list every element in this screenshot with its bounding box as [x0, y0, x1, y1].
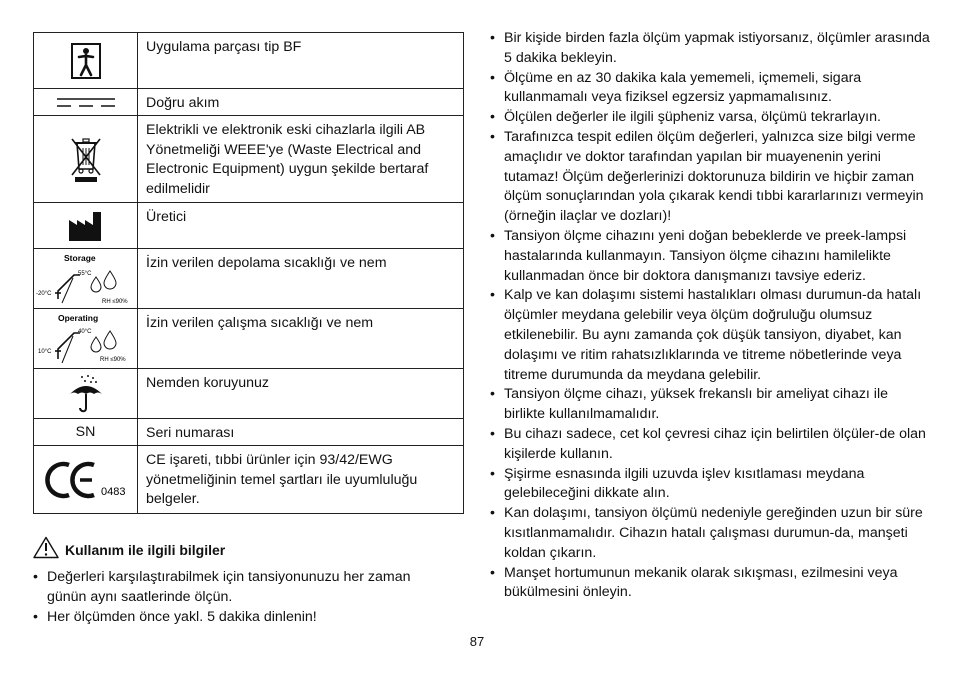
page-number: 87	[469, 634, 485, 649]
symbol-description: Üretici	[138, 203, 464, 249]
symbol-cell	[34, 446, 138, 514]
operating-label: Operating	[57, 312, 98, 323]
list-item: • Kalp ve kan dolaşımı sistemi hastalıkları olması durumun-da hatalı ölçümler meydana gelebilir veya ölçüm doğruluğu olumsuz etkilenebilir. Bu aynı zamanda çok düşük tansiyon, diyabet, kan dolaşımı ve ritim rahatsızlıklarında ve titreme nöbetlerinde veya titreme durumunda da meydana gelebilir.	[490, 286, 930, 385]
list-item: • Tarafınızca tespit edilen ölçüm değerleri, yalnızca size bilgi verme amaçlıdır ve doktor tarafından yapılan bir muayenenin yerini tutamaz! Ölçüm değerlerinizi doktorunuza bildirin ve hiçbir zaman ölçüm sonuçlarından yola çıkarak kendi tıbbi kararlarınızı vermeyin (örneğin ilaçlar ve dozları)!	[490, 128, 930, 227]
manufacturer-icon	[68, 210, 104, 242]
symbol-cell	[34, 309, 138, 369]
direct-current-icon	[55, 95, 117, 109]
symbols-table	[33, 32, 464, 514]
list-item: • Kan dolaşımı, tansiyon ölçümü nedeniyle gereğinden uzun bir süre kısıtlanmamalıdır. Cihazın hatalı çalışması durumun-da, manşeti koldan çıkarın.	[490, 504, 930, 563]
symbol-cell	[34, 89, 138, 116]
usage-bullets	[33, 568, 453, 627]
storage-max-temp: 55°C	[77, 270, 91, 277]
symbol-description: Uygulama parçası tip BF	[138, 33, 464, 89]
symbol-description: İzin verilen çalışma sıcaklığı ve nem	[138, 309, 464, 369]
list-item: • Bir kişide birden fazla ölçüm yapmak istiyorsanız, ölçümler arasında 5 dakika bekleyin.	[490, 29, 930, 69]
list-item: • Her ölçümden önce yakl. 5 dakika dinlenin!	[33, 608, 453, 628]
ce-notified-body-number: 0483	[100, 485, 125, 498]
serial-number-symbol: SN	[75, 424, 96, 440]
symbol-description: İzin verilen depolama sıcaklığı ve nem	[138, 249, 464, 309]
symbol-row	[34, 116, 464, 203]
storage-label: Storage	[63, 252, 96, 263]
precautions-bullets	[490, 29, 930, 603]
usage-heading	[33, 536, 225, 559]
applied-part-type-bf-icon	[71, 43, 101, 79]
storage-min-temp: -20°C	[35, 290, 51, 297]
symbol-cell	[34, 419, 138, 446]
list-item: • Ölçülen değerler ile ilgili şüpheniz varsa, ölçümü tekrarlayın.	[490, 108, 930, 128]
symbol-cell	[34, 33, 138, 89]
weee-crossed-bin-icon	[68, 135, 104, 183]
list-item: • Bu cihazı sadece, cet kol çevresi cihaz için belirtilen ölçüler-de olan kişilerde kullanın.	[490, 425, 930, 465]
symbol-row	[34, 89, 464, 116]
symbol-cell	[34, 203, 138, 249]
symbol-row	[34, 419, 464, 446]
symbol-row	[34, 203, 464, 249]
list-item: • Tansiyon ölçme cihazı, yüksek frekanslı bir ameliyat cihazı ile birlikte kullanılmamalıdır.	[490, 385, 930, 425]
symbol-cell	[34, 249, 138, 309]
keep-dry-umbrella-icon	[68, 374, 104, 414]
ce-mark-icon	[42, 459, 130, 501]
symbol-row	[34, 309, 464, 369]
symbol-row	[34, 446, 464, 514]
symbol-description: Elektrikli ve elektronik eski cihazlarla ilgili AB Yönetmeliği WEEE'ye (Waste Electrical and Electronic Equipment) uygun şekilde bertaraf edilmelidir	[138, 116, 464, 203]
symbol-row	[34, 33, 464, 89]
operating-humidity: RH ≤90%	[99, 356, 126, 363]
operating-max-temp: 40°C	[77, 328, 91, 335]
symbol-description: CE işareti, tıbbi ürünler için 93/42/EWG yönetmeliğinin temel şartları ile uyumluluğu belgeler.	[138, 446, 464, 514]
warning-triangle-icon	[33, 536, 59, 559]
symbol-cell	[34, 116, 138, 203]
usage-heading-text: Kullanım ile ilgili bilgiler	[65, 541, 226, 558]
list-item: • Manşet hortumunun mekanik olarak sıkışması, ezilmesini veya bükülmesini önleyin.	[490, 564, 930, 604]
list-item: • Ölçüme en az 30 dakika kala yememeli, içmemeli, sigara kullanmamalı veya fiziksel egzersiz yapmamalısınız.	[490, 69, 930, 109]
symbol-description: Doğru akım	[138, 89, 464, 116]
operating-temperature-humidity-icon	[36, 311, 136, 367]
symbol-row	[34, 369, 464, 419]
symbol-row	[34, 249, 464, 309]
symbol-description: Nemden koruyunuz	[138, 369, 464, 419]
operating-min-temp: 10°C	[37, 348, 51, 355]
list-item: • Şişirme esnasında ilgili uzuvda işlev kısıtlaması meydana gelebileceğini dikkate alın.	[490, 465, 930, 505]
symbol-description: Seri numarası	[138, 419, 464, 446]
list-item: • Değerleri karşılaştırabilmek için tansiyonunuzu her zaman günün aynı saatlerinde ölçün.	[33, 568, 453, 608]
storage-humidity: RH ≤90%	[101, 298, 128, 305]
storage-temperature-humidity-icon	[36, 251, 136, 307]
list-item: • Tansiyon ölçme cihazını yeni doğan bebeklerde ve preek-lampsi hastalarında kullanmayın. Tansiyon ölçme cihazını hamilelikte kullanmadan önce bir doktora danışmanızı tavsiye ederiz.	[490, 227, 930, 286]
symbol-cell	[34, 369, 138, 419]
